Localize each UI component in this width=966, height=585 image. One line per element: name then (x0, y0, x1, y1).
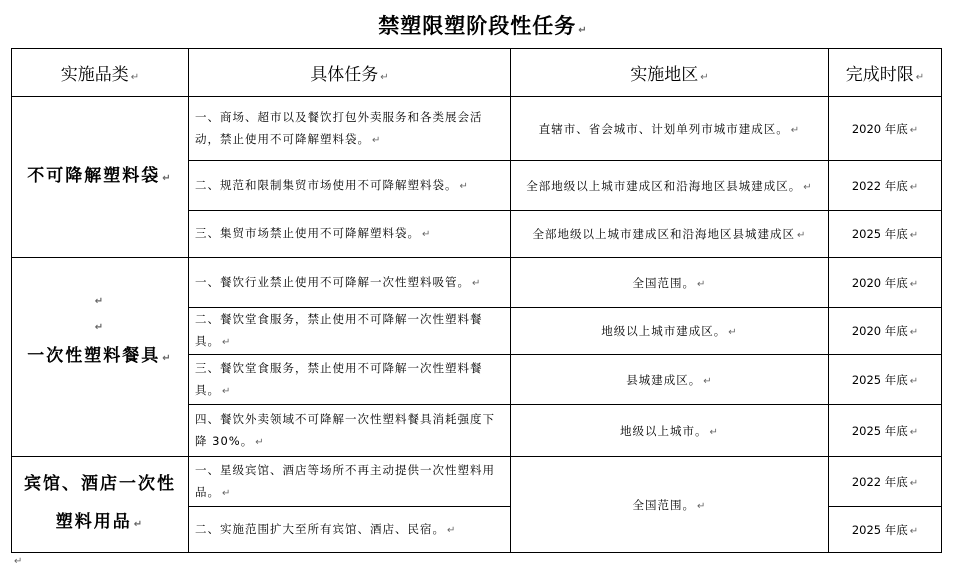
category-cell: 不可降解塑料袋 ↵ (12, 97, 189, 258)
area-cell: 县城建成区。 ↵ (511, 355, 829, 405)
area-cell: 全部地级以上城市建成区和沿海地区县城建成区。 ↵ (511, 161, 829, 211)
deadline-cell: 2020 年底 ↵ (829, 97, 942, 161)
deadline-cell: 2025 年底 ↵ (829, 405, 942, 457)
area-cell: 直辖市、省会城市、计划单列市城市建成区。 ↵ (511, 97, 829, 161)
task-cell: 二、规范和限制集贸市场使用不可降解塑料袋。 ↵ (189, 161, 511, 211)
deadline-cell: 2020 年底 ↵ (829, 308, 942, 355)
task-cell: 一、餐饮行业禁止使用不可降解一次性塑料吸管。 ↵ (189, 258, 511, 308)
task-table (11, 48, 942, 553)
area-cell: 地级以上城市建成区。 ↵ (511, 308, 829, 355)
header-task: 具体任务 ↵ (189, 49, 511, 97)
header-deadline: 完成时限 ↵ (829, 49, 942, 97)
category-cell: ↵ ↵ 一次性塑料餐具 ↵ (12, 258, 189, 457)
task-cell: 二、实施范围扩大至所有宾馆、酒店、民宿。 ↵ (189, 507, 511, 553)
area-cell: 全国范围。 ↵ (511, 258, 829, 308)
deadline-cell: 2022 年底 ↵ (829, 457, 942, 507)
table-row (12, 258, 942, 308)
table-row (12, 457, 942, 507)
paragraph-mark: ↵ (578, 25, 588, 36)
task-cell: 一、商场、超市以及餐饮打包外卖服务和各类展会活动，禁止使用不可降解塑料袋。 ↵ (189, 97, 511, 161)
deadline-cell: 2025 年底 ↵ (829, 355, 942, 405)
task-cell: 二、餐饮堂食服务，禁止使用不可降解一次性塑料餐具。 ↵ (189, 308, 511, 355)
header-category: 实施品类 ↵ (12, 49, 189, 97)
task-cell: 四、餐饮外卖领域不可降解一次性塑料餐具消耗强度下降 30%。 ↵ (189, 405, 511, 457)
category-cell: 宾馆、酒店一次性 塑料用品 ↵ (12, 457, 189, 553)
deadline-cell: 2020 年底 ↵ (829, 258, 942, 308)
area-cell: 全部地级以上城市建成区和沿海地区县城建成区 ↵ (511, 211, 829, 258)
task-cell: 三、集贸市场禁止使用不可降解塑料袋。 ↵ (189, 211, 511, 258)
area-cell: 全国范围。 ↵ (511, 457, 829, 553)
area-cell: 地级以上城市。 ↵ (511, 405, 829, 457)
task-cell: 一、星级宾馆、酒店等场所不再主动提供一次性塑料用品。 ↵ (189, 457, 511, 507)
deadline-cell: 2022 年底 ↵ (829, 161, 942, 211)
deadline-cell: 2025 年底 ↵ (829, 507, 942, 553)
header-area: 实施地区 ↵ (511, 49, 829, 97)
table-row (12, 97, 942, 161)
task-cell: 三、餐饮堂食服务，禁止使用不可降解一次性塑料餐具。 ↵ (189, 355, 511, 405)
title-text: 禁塑限塑阶段性任务 (378, 14, 577, 38)
deadline-cell: 2025 年底 ↵ (829, 211, 942, 258)
header-row (12, 49, 942, 97)
document-title (0, 10, 966, 40)
paragraph-mark: ↵ (14, 556, 23, 567)
